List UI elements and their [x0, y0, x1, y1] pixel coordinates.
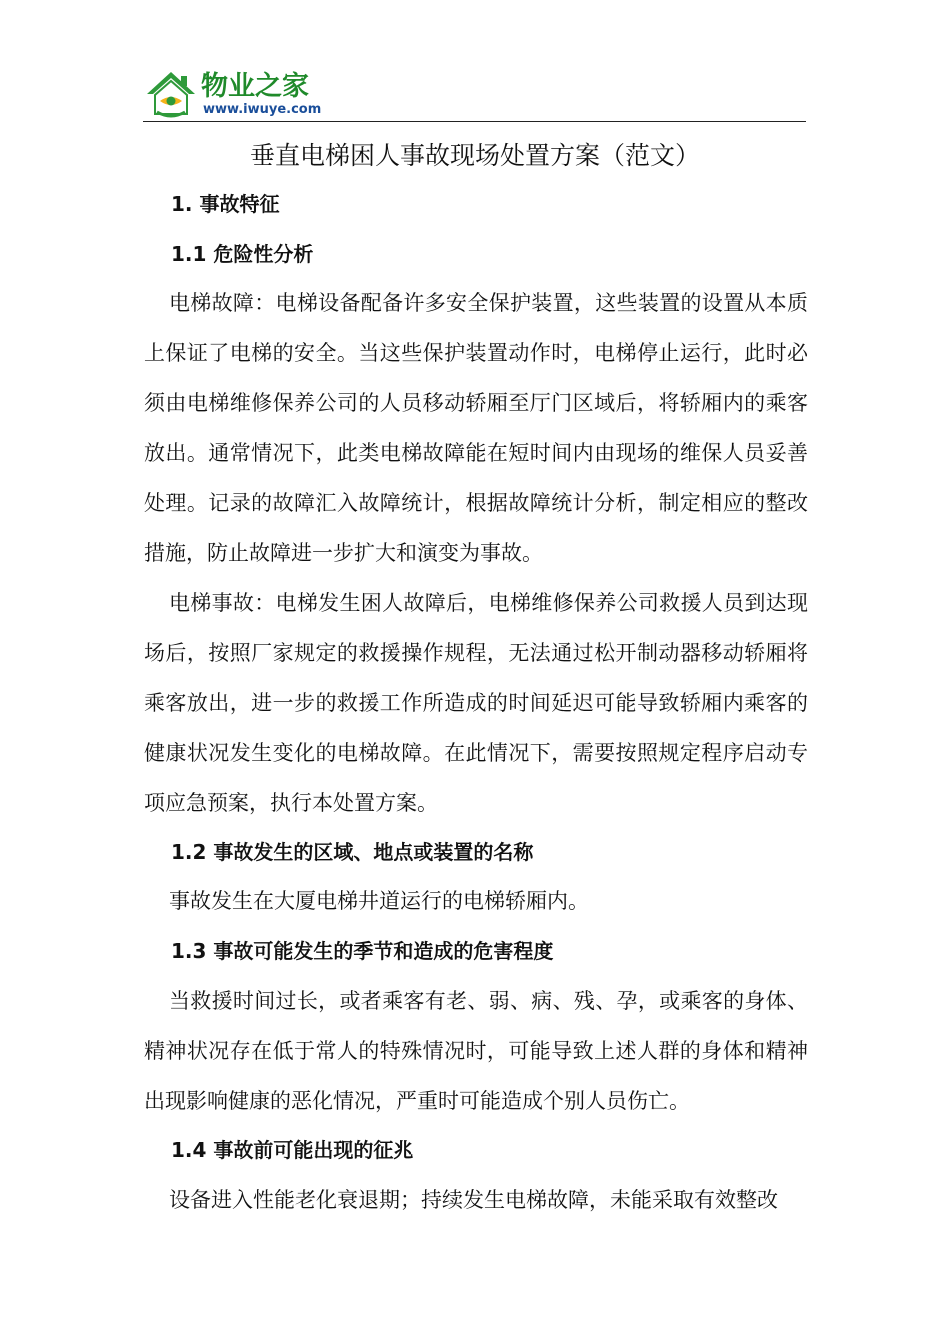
- logo-text: 物业之家: [201, 71, 309, 102]
- house-logo-icon: [143, 68, 199, 118]
- heading-1-1: 1.1 危险性分析: [171, 242, 314, 266]
- paragraph-elevator-fault: 电梯故障：电梯设备配备许多安全保护装置，这些装置的设置从本质上保证了电梯的安全。当这些保护装置动作时，电梯停止运行，此时必须由电梯维修保养公司的人员移动轿厢至厅门区域后，将轿厢内的乘客放出。通常情况下，此类电梯故障能在短时间内由现场的维保人员妥善处理。记录的故障汇入故障统计，根据故障统计分析，制定相应的整改措施，防止故障进一步扩大和演变为事故。: [144, 291, 808, 565]
- heading-1-3: 1.3 事故可能发生的季节和造成的危害程度: [171, 939, 554, 963]
- paragraph-hazard: 当救援时间过长，或者乘客有老、弱、病、残、孕，或乘客的身体、精神状况存在低于常人的特殊情况时，可能导致上述人群的身体和精神出现影响健康的恶化情况，严重时可能造成个别人员伤亡。: [144, 989, 808, 1113]
- heading-1: 1. 事故特征: [171, 192, 280, 216]
- document-title: 垂直电梯困人事故现场处置方案（范文）: [249, 141, 700, 170]
- page-header: [143, 66, 806, 124]
- paragraph-elevator-accident: 电梯事故：电梯发生困人故障后，电梯维修保养公司救援人员到达现场后，按照厂家规定的救援操作规程，无法通过松开制动器移动轿厢将乘客放出，进一步的救援工作所造成的时间延迟可能导致轿厢内乘客的健康状况发生变化的电梯故障。在此情况下，需要按照规定程序启动专项应急预案，执行本处置方案。: [144, 591, 808, 815]
- paragraph-location: 事故发生在大厦电梯井道运行的电梯轿厢内。: [169, 889, 589, 913]
- heading-1-2: 1.2 事故发生的区域、地点或装置的名称: [171, 840, 534, 864]
- paragraph-precursor: 设备进入性能老化衰退期；持续发生电梯故障，未能采取有效整改: [169, 1188, 778, 1212]
- logo-url: www.iwuye.com: [203, 102, 322, 117]
- header-divider: [143, 121, 806, 122]
- heading-1-4: 1.4 事故前可能出现的征兆: [171, 1138, 414, 1162]
